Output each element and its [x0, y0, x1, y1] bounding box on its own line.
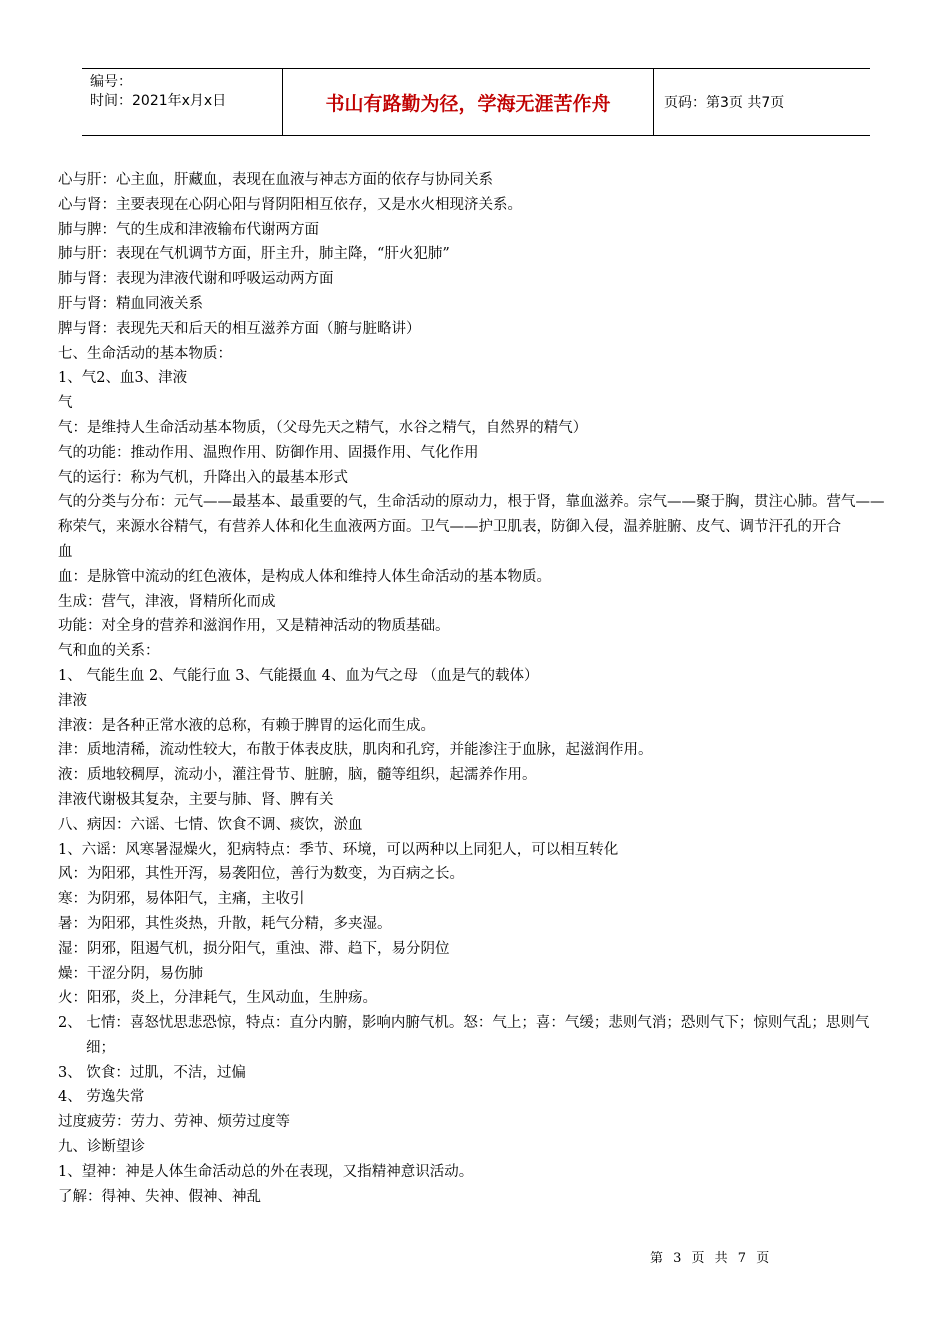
text-line: 风：为阳邪，其性开泻，易袭阳位，善行为数变，为百病之长。 — [58, 866, 464, 883]
subheading: 津液 — [58, 692, 87, 709]
document-time: 时间：2021年x月x日 — [90, 93, 227, 109]
text-line: 生成：营气，津液，肾精所化而成 — [58, 593, 276, 610]
text-line: 气和血的关系： — [58, 643, 160, 660]
text-line: 燥：干涩分阴，易伤肺 — [58, 965, 203, 982]
text-line: 1、六谣：风寒暑湿燥火，犯病特点：季节、环境，可以两种以上同犯人，可以相互转化 — [58, 841, 619, 858]
subheading: 气 — [58, 395, 73, 412]
text-line: 气的运行：称为气机，升降出入的最基本形式 — [58, 469, 348, 486]
list-item: 3、 饮食：过肌，不洁，过偏 — [58, 1064, 246, 1081]
text-line: 肝与肾：精血同液关系 — [58, 295, 203, 312]
text-line: 津：质地清稀，流动性较大，布散于体表皮肤，肌肉和孔窍，并能渗注于血脉，起滋润作用。 — [58, 742, 653, 759]
list-item: 4、 劳逸失常 — [58, 1089, 145, 1106]
text-line: 暑：为阳邪，其性炎热，升散，耗气分精，多夹湿。 — [58, 915, 392, 932]
section-heading: 七、生命活动的基本物质： — [58, 345, 232, 362]
header-meta — [82, 69, 282, 135]
text-line: 湿：阴邪，阻遏气机，损分阳气，重浊、滞、趋下，易分阴位 — [58, 940, 450, 957]
text-line: 气：是维持人生命活动基本物质，（父母先天之精气，水谷之精气，自然界的精气） — [58, 419, 588, 436]
text-line: 肺与肾：表现为津液代谢和呼吸运动两方面 — [58, 271, 334, 288]
subheading: 血 — [58, 543, 73, 560]
text-line: 过度疲劳：劳力、劳神、烦劳过度等 — [58, 1114, 290, 1131]
text-line: 1、气2、血3、津液 — [58, 370, 188, 387]
document-body — [58, 168, 892, 1209]
text-line: 1、 气能生血 2、气能行血 3、气能摄血 4、血为气之母 （血是气的载体） — [58, 667, 539, 684]
text-paragraph: 气的分类与分布：元气——最基本、最重要的气，生命活动的原动力，根于肾，靠血滋养。宗气——聚于胸，贯注心肺。营气——称荣气，来源水谷精气，有营养人体和化生血液两方面。卫气——护卫肌表，防御入侵，温养脏腑、皮气、调节汗孔的开合 — [58, 494, 885, 536]
section-heading: 八、病因：六谣、七情、饮食不调、痰饮，淤血 — [58, 816, 363, 833]
header-page-number: 页码：第3页 共7页 — [664, 95, 785, 111]
text-line: 了解：得神、失神、假神、神乱 — [58, 1188, 261, 1205]
text-line: 脾与肾：表现先天和后天的相互滋养方面（腑与脏略讲） — [58, 320, 421, 337]
page-header — [82, 68, 870, 136]
list-item: 2、 七情：喜怒忧思悲恐惊，特点：直分内腑，影响内腑气机。怒：气上；喜：气缓；悲则气消；恐则气下；惊则气乱；思则气细； — [58, 1015, 870, 1056]
text-line: 津液：是各种正常水液的总称，有赖于脾胃的运化而生成。 — [58, 717, 435, 734]
text-line: 血：是脉管中流动的红色液体，是构成人体和维持人体生命活动的基本物质。 — [58, 568, 551, 585]
text-line: 心与肾：主要表现在心阴心阳与肾阴阳相互依存，又是水火相现济关系。 — [58, 196, 522, 213]
section-heading: 九、诊断望诊 — [58, 1139, 145, 1156]
document-number: 编号： — [90, 74, 132, 90]
text-line: 1、望神：神是人体生命活动总的外在表现，又指精神意识活动。 — [58, 1163, 474, 1180]
header-motto: 书山有路勤为径，学海无涯苦作舟 — [282, 69, 654, 135]
text-line: 寒：为阴邪，易体阳气，主痛，主收引 — [58, 891, 305, 908]
text-line: 心与肝：心主血，肝藏血，表现在血液与神志方面的依存与协同关系 — [58, 172, 493, 188]
text-line: 气的功能：推动作用、温煦作用、防御作用、固摄作用、气化作用 — [58, 444, 479, 461]
text-line: 肺与肝：表现在气机调节方面，肝主升，肺主降，“肝火犯肺” — [58, 246, 450, 263]
text-line: 功能：对全身的营养和滋润作用，又是精神活动的物质基础。 — [58, 618, 450, 635]
page-footer: 第 3 页 共 7 页 — [650, 1251, 773, 1266]
text-line: 津液代谢极其复杂，主要与肺、肾、脾有关 — [58, 791, 334, 808]
text-line: 液：质地较稠厚，流动小，灌注骨节、脏腑，脑，髓等组织，起濡养作用。 — [58, 767, 537, 784]
text-line: 火：阳邪，炎上，分津耗气，生风动血，生肿疡。 — [58, 990, 377, 1007]
text-line: 肺与脾：气的生成和津液输布代谢两方面 — [58, 221, 319, 238]
